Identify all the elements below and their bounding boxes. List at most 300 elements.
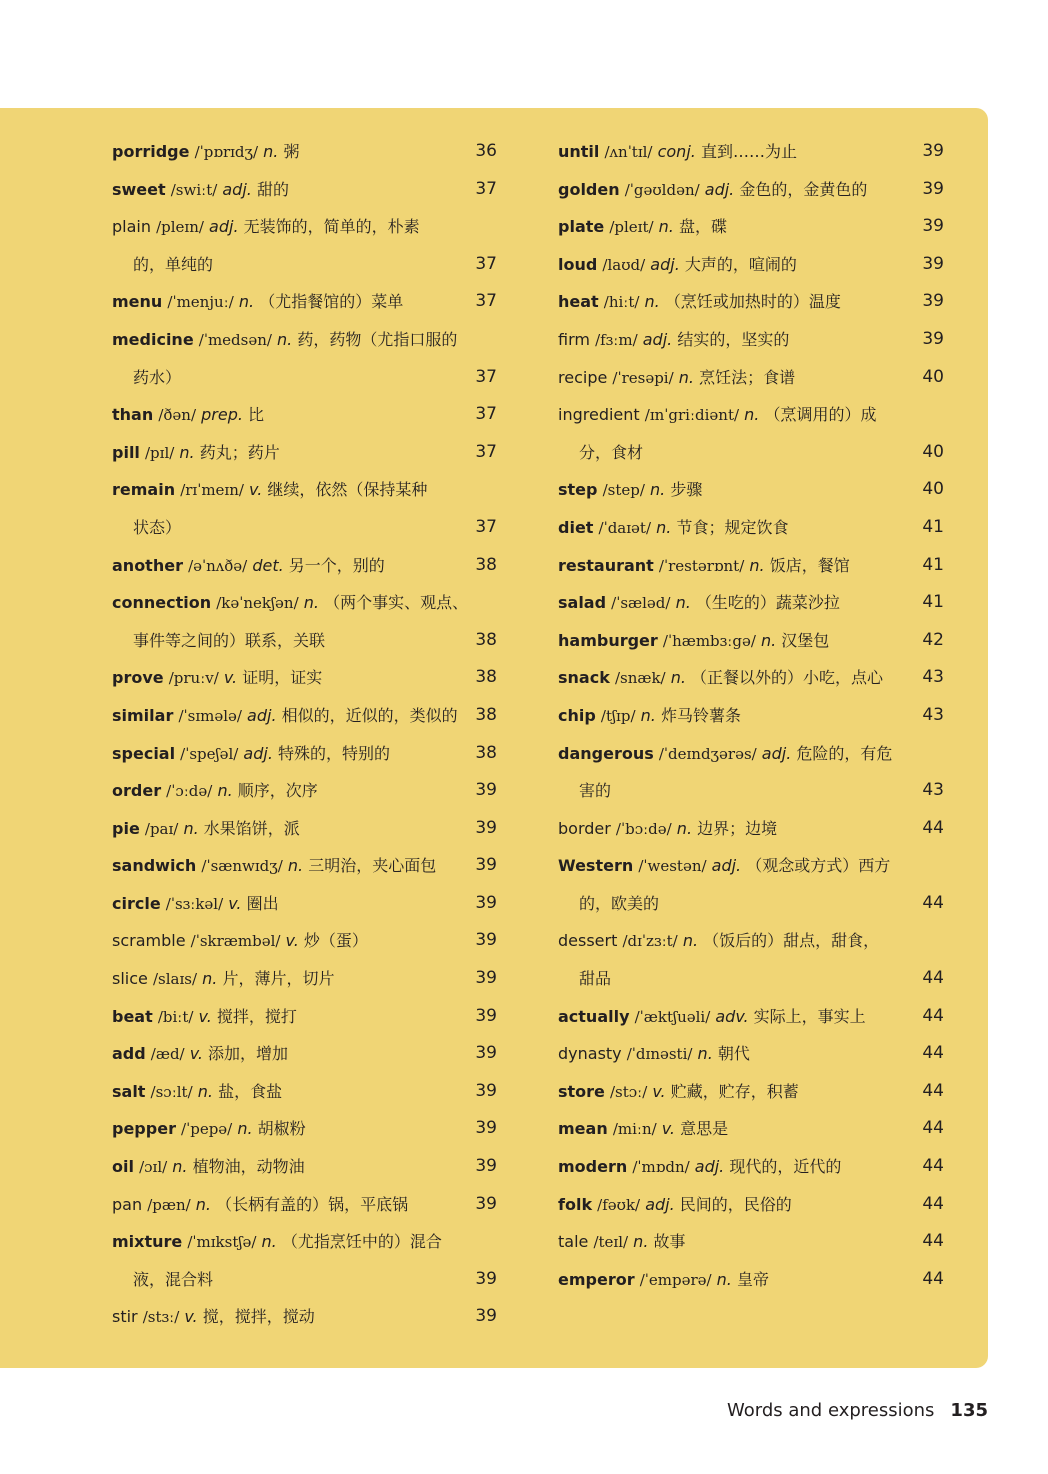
entry-line [112, 208, 497, 246]
entry-definition: 胡椒粉 [257, 1119, 306, 1139]
entry-definition: 边界；边境 [697, 818, 778, 838]
entry-page-number: 39 [475, 1306, 497, 1327]
entry-page-number: 43 [922, 704, 944, 725]
entry-page-number: 37 [475, 404, 497, 425]
entry-line [558, 998, 944, 1036]
entry-line [558, 283, 944, 321]
entry-line [558, 697, 944, 735]
entry-page-number: 44 [922, 1118, 944, 1139]
entry-phonetic: /ˈhæmbɜːgə/ [662, 631, 756, 650]
entry-part-of-speech: v. [184, 1307, 198, 1327]
entry-page-number: 39 [475, 780, 497, 801]
entry-page-number: 39 [475, 1193, 497, 1214]
vocab-entry [558, 1110, 944, 1148]
entry-word: loud [558, 254, 598, 274]
entry-word: menu [112, 292, 163, 312]
entry-page-number: 37 [475, 291, 497, 312]
entry-word: order [112, 781, 162, 801]
vocab-entry [112, 1148, 497, 1186]
entry-part-of-speech: adj. [222, 179, 252, 199]
vocabulary-column-right [558, 133, 944, 1298]
entry-part-of-speech: n. [237, 1119, 253, 1139]
vocab-entry [558, 810, 944, 848]
entry-page-number: 44 [922, 1080, 944, 1101]
entry-phonetic: /ˈæktʃuəli/ [634, 1007, 711, 1026]
entry-phonetic: /rɪˈmeɪn/ [180, 481, 244, 500]
entry-part-of-speech: v. [189, 1044, 203, 1064]
entry-word: pill [112, 442, 140, 462]
entry-word: scramble [112, 931, 186, 951]
entry-line [112, 133, 497, 171]
entry-phonetic: /miːn/ [612, 1120, 657, 1139]
entry-page-number: 38 [475, 629, 497, 650]
entry-line [558, 735, 944, 773]
entry-phonetic: /əˈnʌðə/ [188, 556, 248, 575]
entry-phonetic: /ɔɪl/ [139, 1158, 168, 1177]
vocab-entry [112, 772, 497, 810]
entry-page-number: 39 [475, 1118, 497, 1139]
entry-line [558, 847, 944, 885]
vocab-entry [558, 509, 944, 547]
entry-line [112, 1110, 497, 1148]
vocab-entry [112, 1035, 497, 1073]
entry-word: ingredient [558, 405, 640, 425]
entry-definition: 危险的，有危 [796, 743, 893, 763]
entry-line [112, 321, 497, 359]
entry-part-of-speech: n. [658, 217, 674, 237]
entry-line [112, 434, 497, 472]
entry-definition: 添加，增加 [208, 1044, 289, 1064]
entry-line [558, 1110, 944, 1148]
entry-word: store [558, 1081, 605, 1101]
entry-definition: 搅拌，搅打 [216, 1006, 297, 1026]
entry-phonetic: /hiːt/ [603, 293, 640, 312]
entry-part-of-speech: n. [676, 818, 693, 838]
entry-line [112, 960, 497, 998]
vocab-entry [558, 847, 944, 922]
entry-phonetic: /ˈmɒdn/ [632, 1158, 690, 1177]
entry-line [112, 697, 497, 735]
entry-definition: （正餐以外的）小吃，点心 [691, 668, 884, 688]
entry-line [112, 1186, 497, 1224]
entry-line [558, 1186, 944, 1224]
entry-part-of-speech: adj. [694, 1157, 725, 1177]
entry-definition: 证明，证实 [242, 668, 323, 688]
vocab-entry [558, 622, 944, 660]
entry-page-number: 36 [475, 141, 497, 161]
entry-phonetic: /stɔː/ [610, 1082, 648, 1101]
entry-phonetic: /ˈpɒrɪdʒ/ [194, 143, 259, 161]
entry-part-of-speech: n. [261, 1232, 277, 1252]
entry-phonetic: /slaɪs/ [152, 970, 198, 989]
vocab-entry [112, 434, 497, 472]
vocabulary-column-left [112, 133, 497, 1336]
entry-phonetic: /fəʊk/ [597, 1195, 641, 1214]
entry-part-of-speech: adj. [711, 856, 742, 876]
entry-line [112, 659, 497, 697]
entry-part-of-speech: n. [303, 593, 319, 613]
entry-word: oil [112, 1157, 134, 1177]
entry-part-of-speech: adj. [645, 1194, 675, 1214]
entry-page-number: 39 [475, 968, 497, 989]
entry-part-of-speech: n. [238, 292, 255, 312]
entry-word: emperor [558, 1269, 635, 1289]
entry-line [558, 509, 944, 547]
entry-page-number: 41 [922, 554, 944, 575]
entry-definition: 结实的，坚实的 [677, 329, 790, 349]
vocab-entry [558, 1186, 944, 1224]
vocab-entry [112, 396, 497, 434]
vocab-entry [112, 133, 497, 171]
entry-word: plate [558, 217, 605, 237]
entry-part-of-speech: n. [263, 142, 279, 161]
entry-word: recipe [558, 367, 608, 387]
entry-line [558, 622, 944, 660]
entry-line [558, 1148, 944, 1186]
entry-line [558, 246, 944, 284]
entry-line [112, 1298, 497, 1336]
entry-phonetic: /ˈmedsən/ [198, 330, 272, 349]
entry-phonetic: /ˈsæləd/ [611, 594, 671, 613]
entry-part-of-speech: adj. [247, 705, 277, 725]
entry-line [112, 283, 497, 321]
vocab-entry [112, 1186, 497, 1224]
entry-word: pepper [112, 1119, 176, 1139]
vocab-entry [112, 998, 497, 1036]
entry-page-number: 43 [922, 780, 944, 801]
vocab-entry [112, 471, 497, 546]
entry-part-of-speech: n. [760, 630, 777, 650]
entry-definition: 相似的，近似的，类似的 [281, 705, 458, 725]
entry-part-of-speech: n. [195, 1194, 212, 1214]
footer-section-title: Words and expressions [727, 1400, 935, 1421]
entry-part-of-speech: adj. [209, 217, 239, 237]
entry-part-of-speech: v. [652, 1081, 666, 1101]
entry-page-number: 44 [922, 1043, 944, 1064]
entry-line [112, 171, 497, 209]
entry-line [112, 772, 497, 810]
entry-part-of-speech: n. [277, 329, 293, 349]
vocab-entry [558, 171, 944, 209]
entry-part-of-speech: det. [252, 555, 284, 575]
entry-word: restaurant [558, 555, 654, 575]
entry-word: medicine [112, 329, 194, 349]
entry-page-number: 39 [922, 216, 944, 237]
entry-definition: （长柄有盖的）锅，平底锅 [216, 1194, 409, 1214]
entry-definition: 民间的，民俗的 [679, 1194, 792, 1214]
entry-phonetic: /ˈdeɪndʒərəs/ [658, 744, 757, 763]
entry-definition: 顺序，次序 [237, 781, 318, 801]
entry-line [112, 1148, 497, 1186]
entry-page-number: 38 [475, 742, 497, 763]
entry-phonetic: /ˈskræmbəl/ [190, 932, 281, 951]
entry-phonetic: /sɔːlt/ [150, 1082, 193, 1101]
vocab-entry [558, 1223, 944, 1261]
entry-phonetic: /pruːv/ [168, 669, 219, 688]
entry-word: plain [112, 217, 151, 237]
vocab-entry [558, 735, 944, 810]
entry-phonetic: /paɪ/ [144, 819, 179, 838]
entry-definition: （尤指餐馆的）菜单 [259, 292, 404, 312]
entry-line [558, 922, 944, 960]
entry-line [558, 396, 944, 434]
vocab-entry [558, 998, 944, 1036]
vocab-entry [558, 1261, 944, 1299]
entry-page-number: 39 [475, 1268, 497, 1289]
vocab-entry [558, 1073, 944, 1111]
vocab-entry [112, 283, 497, 321]
entry-definition: （观念或方式）西方 [746, 856, 891, 876]
entry-phonetic: /ˈɔːdə/ [166, 782, 213, 801]
entry-phonetic: /pæn/ [147, 1195, 191, 1214]
vocab-entry [558, 659, 944, 697]
entry-part-of-speech: prep. [201, 405, 243, 425]
entry-definition: 特殊的，特别的 [278, 743, 391, 763]
entry-definition: 继续，依然（保持某种 [267, 480, 428, 500]
vocab-entry [558, 584, 944, 622]
entry-definition: 药，药物（尤指口服的 [297, 329, 458, 349]
entry-phonetic: /ɪnˈgriːdiənt/ [644, 406, 740, 425]
entry-part-of-speech: v. [249, 480, 263, 500]
entry-line [112, 396, 497, 434]
entry-definition: 现代的，近代的 [729, 1157, 842, 1177]
entry-line-continued [112, 1261, 497, 1299]
entry-line-continued [558, 885, 944, 923]
entry-page-number: 39 [475, 855, 497, 876]
entry-word: pan [112, 1194, 143, 1214]
entry-part-of-speech: n. [633, 1232, 649, 1252]
entry-phonetic: /ˈmenjuː/ [167, 293, 234, 312]
entry-phonetic: /ˈsɜːkəl/ [165, 894, 224, 913]
entry-part-of-speech: v. [661, 1119, 675, 1139]
entry-page-number: 38 [475, 667, 497, 688]
entry-phonetic: /ˈspeʃəl/ [180, 744, 239, 763]
entry-word: circle [112, 893, 161, 913]
entry-word: snack [558, 668, 610, 688]
entry-definition: 炸马铃薯条 [660, 705, 741, 725]
vocab-entry [112, 171, 497, 209]
entry-line [558, 1035, 944, 1073]
entry-phonetic: /step/ [602, 481, 645, 500]
entry-part-of-speech: n. [716, 1269, 732, 1289]
entry-part-of-speech: adj. [243, 743, 273, 763]
entry-definition: 盘，碟 [678, 217, 727, 237]
vocab-entry [558, 547, 944, 585]
entry-word: similar [112, 705, 174, 725]
entry-word: tale [558, 1232, 589, 1252]
entry-page-number: 37 [475, 441, 497, 462]
entry-phonetic: /ˈsænwɪdʒ/ [201, 857, 283, 876]
entry-page-number: 44 [922, 817, 944, 838]
entry-word: salad [558, 593, 607, 613]
entry-part-of-speech: n. [678, 367, 694, 387]
vocab-entry [112, 208, 497, 283]
entry-page-number: 39 [922, 178, 944, 199]
vocab-entry [112, 960, 497, 998]
entry-page-number: 44 [922, 1268, 944, 1289]
entry-definition: 皇帝 [736, 1269, 769, 1289]
entry-definition: 意思是 [680, 1119, 729, 1139]
entry-part-of-speech: adj. [650, 254, 680, 274]
entry-word: folk [558, 1194, 593, 1214]
entry-line [112, 1035, 497, 1073]
entry-part-of-speech: adv. [715, 1006, 749, 1026]
entry-definition: 直到……为止 [700, 142, 797, 161]
entry-definition: 盐，食盐 [218, 1081, 283, 1101]
entry-definition: 大声的，喧闹的 [684, 254, 797, 274]
entry-part-of-speech: n. [287, 856, 304, 876]
entry-page-number: 39 [475, 1080, 497, 1101]
entry-part-of-speech: adj. [761, 743, 792, 763]
entry-phonetic: /pɪl/ [145, 443, 175, 462]
entry-line-continued [558, 772, 944, 810]
entry-line-continued [112, 246, 497, 284]
entry-word: firm [558, 329, 590, 349]
entry-page-number: 39 [475, 892, 497, 913]
entry-phonetic: /kəˈnekʃən/ [216, 594, 299, 613]
vocab-entry [112, 735, 497, 773]
entry-line [558, 810, 944, 848]
entry-word: pie [112, 818, 140, 838]
entry-page-number: 40 [922, 441, 944, 462]
entry-line [112, 1223, 497, 1261]
entry-definition-continued: 的，欧美的 [579, 893, 660, 913]
entry-definition-continued: 的，单纯的 [133, 254, 214, 274]
entry-phonetic: /ˈdɪnəsti/ [626, 1045, 693, 1064]
entry-definition-continued: 事件等之间的）联系，关联 [133, 630, 326, 650]
entry-page-number: 38 [475, 554, 497, 575]
entry-phonetic: /tʃɪp/ [600, 706, 636, 725]
entry-part-of-speech: v. [285, 931, 299, 951]
entry-part-of-speech: n. [217, 781, 233, 801]
entry-line-continued [558, 960, 944, 998]
entry-phonetic: /snæk/ [614, 669, 666, 688]
entry-phonetic: /ˈwestən/ [638, 857, 707, 876]
entry-part-of-speech: v. [198, 1006, 212, 1026]
vocab-entry [558, 321, 944, 359]
entry-line [112, 810, 497, 848]
vocab-entry [558, 1035, 944, 1073]
entry-page-number: 39 [475, 930, 497, 951]
entry-definition: 故事 [653, 1232, 686, 1252]
vocab-entry [558, 133, 944, 171]
entry-page-number: 44 [922, 1156, 944, 1177]
vocab-entry [558, 922, 944, 997]
vocab-entry [112, 810, 497, 848]
entry-definition: 无装饰的，简单的，朴素 [243, 217, 420, 237]
entry-phonetic: /æd/ [150, 1045, 185, 1064]
entry-page-number: 41 [922, 592, 944, 613]
entry-part-of-speech: n. [179, 442, 195, 462]
entry-definition: 药丸；药片 [199, 442, 280, 462]
entry-part-of-speech: n. [202, 969, 218, 989]
entry-line [112, 471, 497, 509]
entry-phonetic: /ˈresəpi/ [612, 368, 674, 387]
entry-definition: 朝代 [717, 1044, 750, 1064]
entry-definition: （烹饪或加热时的）温度 [664, 292, 841, 312]
entry-line [558, 133, 944, 171]
vocab-entry [112, 1073, 497, 1111]
entry-phonetic: /ˈsɪmələ/ [178, 706, 242, 725]
page-footer [727, 1400, 988, 1421]
entry-definition: （两个事实、观点、 [324, 593, 469, 613]
entry-line [558, 584, 944, 622]
entry-part-of-speech: n. [744, 405, 760, 425]
entry-page-number: 43 [922, 667, 944, 688]
entry-phonetic: /ˈrestərɒnt/ [658, 556, 745, 575]
entry-part-of-speech: n. [670, 668, 686, 688]
entry-page-number: 39 [475, 1156, 497, 1177]
vocab-entry [558, 396, 944, 471]
entry-word: mixture [112, 1232, 183, 1252]
vocab-entry [558, 471, 944, 509]
entry-part-of-speech: adj. [704, 179, 735, 199]
entry-part-of-speech: v. [228, 893, 242, 913]
entry-word: mean [558, 1119, 608, 1139]
vocab-entry [558, 1148, 944, 1186]
entry-word: remain [112, 480, 176, 500]
entry-word: stir [112, 1307, 138, 1327]
entry-line [558, 659, 944, 697]
vocab-entry [112, 659, 497, 697]
vocab-entry [558, 208, 944, 246]
entry-phonetic: /swiːt/ [170, 180, 218, 199]
vocab-entry [558, 359, 944, 397]
entry-line [558, 321, 944, 359]
entry-definition-continued: 分，食材 [579, 442, 644, 462]
entry-definition: 搅，搅拌，搅动 [202, 1307, 315, 1327]
entry-definition: 贮藏，贮存，积蓄 [670, 1081, 799, 1101]
entry-line [558, 547, 944, 585]
entry-page-number: 44 [922, 1231, 944, 1252]
entry-line [112, 847, 497, 885]
entry-page-number: 44 [922, 892, 944, 913]
entry-line [558, 208, 944, 246]
entry-line [112, 584, 497, 622]
entry-phonetic: /pleɪn/ [156, 218, 204, 237]
entry-line [112, 1073, 497, 1111]
entry-page-number: 39 [922, 253, 944, 274]
entry-phonetic: /ˈmɪkstʃə/ [187, 1233, 257, 1252]
entry-line-continued [112, 622, 497, 660]
entry-word: hamburger [558, 630, 658, 650]
entry-line [558, 1261, 944, 1299]
entry-definition-continued: 液，混合料 [133, 1269, 214, 1289]
entry-phonetic: /fɜːm/ [595, 330, 638, 349]
entry-definition: 步骤 [670, 480, 703, 500]
entry-word: porridge [112, 142, 190, 161]
entry-definition: （饭后的）甜点，甜食， [703, 931, 880, 951]
entry-word: dynasty [558, 1044, 622, 1064]
entry-line [558, 359, 944, 397]
entry-word: chip [558, 705, 596, 725]
vocab-entry [112, 697, 497, 735]
entry-line [112, 735, 497, 773]
entry-word: than [112, 405, 154, 425]
entry-word: special [112, 743, 176, 763]
entry-line [558, 1073, 944, 1111]
entry-word: Western [558, 856, 634, 876]
entry-word: heat [558, 292, 599, 312]
entry-definition: 另一个，别的 [288, 555, 385, 575]
entry-definition: 饭店，餐馆 [769, 555, 850, 575]
entry-page-number: 40 [922, 479, 944, 500]
entry-word: dangerous [558, 743, 654, 763]
entry-definition: 粥 [283, 142, 300, 161]
entry-word: border [558, 818, 611, 838]
entry-page-number: 37 [475, 366, 497, 387]
entry-definition: （烹调用的）成 [764, 405, 877, 425]
